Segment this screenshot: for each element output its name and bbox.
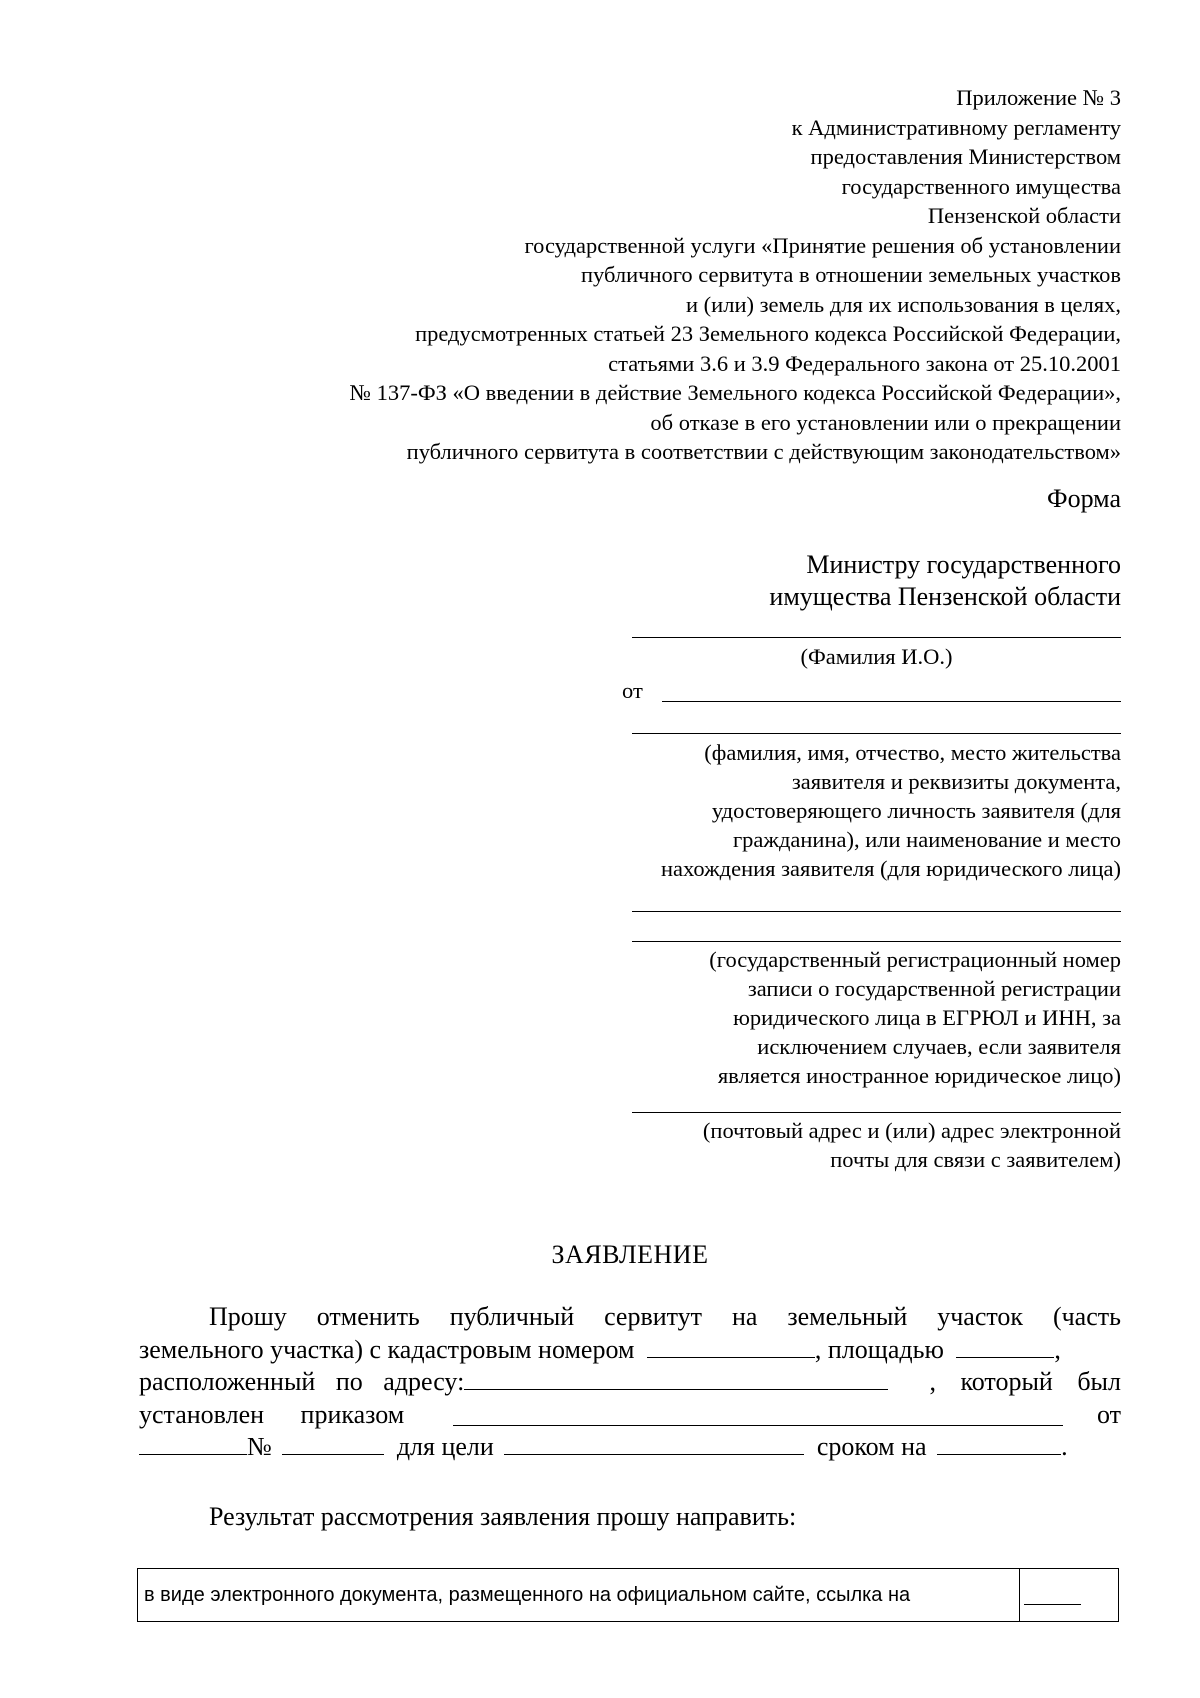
caption-line: юридического лица в ЕГРЮЛ и ИНН, за	[733, 1005, 1121, 1030]
statement-line	[139, 1334, 1121, 1367]
identity-caption	[632, 738, 1121, 883]
appendix-line: государственного имущества	[841, 173, 1121, 199]
appendix-line: № 137-ФЗ «О введении в действие Земельного кодекса Российской Федерации»,	[349, 380, 1121, 405]
statement-text: , который был	[929, 1367, 1121, 1396]
appendix-line: статьями 3.6 и 3.9 Федерального закона от 25.10.2001	[608, 350, 1121, 376]
fio-caption: (Фамилия И.О.)	[800, 644, 953, 669]
from-row	[622, 676, 1121, 706]
document-title: ЗАЯВЛЕНИЕ	[551, 1240, 709, 1269]
caption-line: нахождения заявителя (для юридического лица)	[660, 856, 1121, 881]
contact-blank-line[interactable]	[632, 1112, 1121, 1113]
caption-line: гражданина), или наименование и место	[732, 827, 1121, 852]
appendix-line: об отказе в его установлении или о прекращении	[650, 409, 1121, 435]
caption-line: является иностранное юридическое лицо)	[717, 1063, 1121, 1088]
appendix-line: государственной услуги «Принятие решения об установлении	[524, 232, 1121, 258]
addressee-line: имущества Пензенской области	[769, 582, 1121, 611]
statement-line	[139, 1399, 1121, 1432]
contact-caption	[632, 1116, 1121, 1174]
statement-text: установлен приказом	[139, 1399, 405, 1429]
caption-line: заявителя и реквизиты документа,	[791, 769, 1121, 794]
appendix-line: к Административному регламенту	[791, 114, 1121, 140]
caption-line: записи о государственной регистрации	[747, 976, 1121, 1001]
appendix-line: и (или) земель для их использования в целях,	[686, 291, 1121, 317]
caption-line: (почтовый адрес и (или) адрес электронной	[702, 1118, 1121, 1143]
caption-line: (государственный регистрационный номер	[709, 947, 1121, 972]
registration-blank-line-2[interactable]	[632, 941, 1121, 942]
statement-text: для цели	[396, 1432, 494, 1461]
statement-line: Прошу отменить публичный сервитут на земельный участок (часть	[209, 1302, 1121, 1331]
addressee-line: Министру государственного	[806, 550, 1121, 579]
order-blank[interactable]	[453, 1403, 1063, 1426]
purpose-blank[interactable]	[504, 1432, 804, 1455]
form-label: Форма	[1047, 484, 1121, 513]
from-label: от	[622, 678, 643, 703]
table-row	[138, 1569, 1119, 1622]
appendix-header	[221, 83, 1121, 467]
term-blank[interactable]	[937, 1432, 1061, 1455]
cadastral-number-blank[interactable]	[647, 1335, 815, 1358]
appendix-line: Приложение № 3	[956, 85, 1121, 110]
statement-text: , площадью	[814, 1334, 944, 1364]
from-blank-line-2[interactable]	[632, 733, 1121, 734]
caption-line: почты для связи с заявителем)	[830, 1147, 1121, 1172]
area-blank[interactable]	[956, 1335, 1054, 1358]
delivery-options-table	[137, 1568, 1119, 1622]
fio-blank-line[interactable]	[632, 637, 1121, 638]
appendix-line: предоставления Министерством	[810, 144, 1121, 169]
statement-text: от	[1096, 1399, 1121, 1429]
addressee	[769, 549, 1121, 613]
order-number-blank[interactable]	[282, 1432, 384, 1455]
statement-text: сроком на	[816, 1432, 927, 1461]
statement-text: ,	[1054, 1334, 1061, 1364]
statement-text: земельного участка) с кадастровым номером	[139, 1334, 635, 1364]
caption-line: удостоверяющего личность заявителя (для	[711, 798, 1121, 823]
statement-text: №	[247, 1432, 272, 1461]
caption-line: исключением случаев, если заявителя	[757, 1034, 1121, 1059]
statement-body	[139, 1301, 1121, 1464]
delivery-option-mark-blank[interactable]	[1024, 1604, 1081, 1605]
result-label: Результат рассмотрения заявления прошу направить:	[209, 1502, 797, 1531]
appendix-line: предусмотренных статьей 23 Земельного кодекса Российской Федерации,	[415, 321, 1121, 346]
delivery-option-label: в виде электронного документа, размещенного на официальном сайте, ссылка на	[138, 1569, 1020, 1622]
registration-blank-line[interactable]	[632, 911, 1121, 912]
statement-line	[139, 1366, 1121, 1399]
statement-text: .	[1061, 1432, 1068, 1461]
registration-caption	[632, 945, 1121, 1090]
appendix-line: публичного сервитута в отношении земельных участков	[580, 262, 1121, 287]
appendix-line: Пензенской области	[927, 203, 1121, 228]
statement-text: расположенный по адресу:	[139, 1367, 465, 1396]
order-date-blank[interactable]	[139, 1432, 247, 1455]
statement-line	[139, 1431, 1121, 1464]
caption-line: (фамилия, имя, отчество, место жительства	[704, 740, 1121, 765]
delivery-option-mark-cell[interactable]	[1020, 1569, 1119, 1622]
appendix-line: публичного сервитута в соответствии с действующим законодательством»	[406, 439, 1121, 464]
from-blank-line[interactable]	[662, 701, 1121, 702]
address-blank[interactable]	[464, 1367, 888, 1390]
